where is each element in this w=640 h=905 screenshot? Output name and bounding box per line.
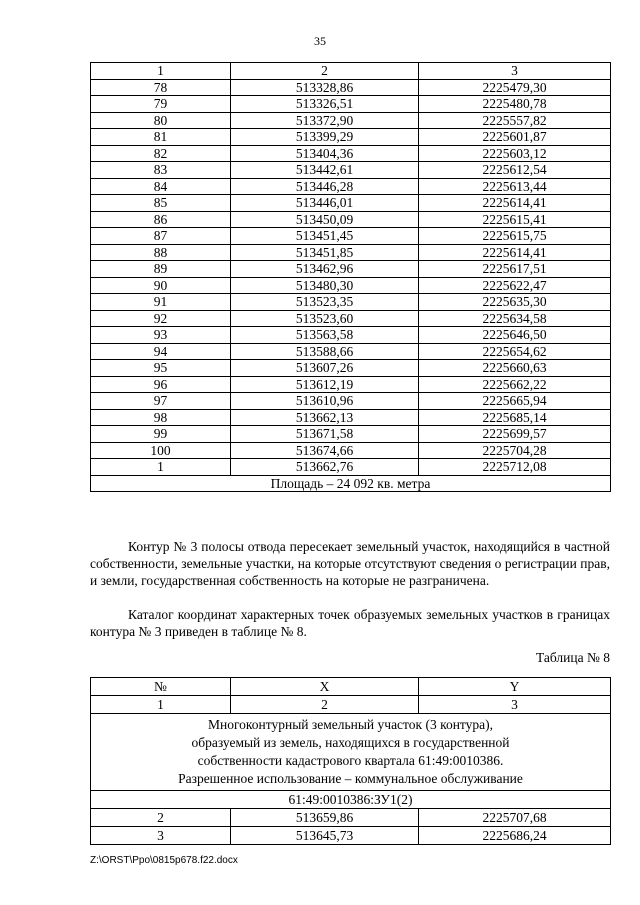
point-number: 85 <box>91 195 231 212</box>
table-row <box>91 442 611 459</box>
x-coordinate: 513607,26 <box>231 360 419 377</box>
point-number: 79 <box>91 96 231 113</box>
table-row <box>91 327 611 344</box>
x-coordinate: 513446,28 <box>231 178 419 195</box>
point-number: 97 <box>91 393 231 410</box>
area-total: Площадь – 24 092 кв. метра <box>91 475 611 492</box>
table-row <box>91 426 611 443</box>
table-row <box>91 277 611 294</box>
x-coordinate: 513662,76 <box>231 459 419 476</box>
point-number: 100 <box>91 442 231 459</box>
description-line: собственности кадастрового квартала 61:49:0010386. <box>197 753 504 768</box>
y-coordinate: 2225707,68 <box>419 809 611 827</box>
y-coordinate: 2225622,47 <box>419 277 611 294</box>
y-coordinate: 2225699,57 <box>419 426 611 443</box>
description-line: образуемый из земель, находящихся в государственной <box>191 735 510 750</box>
column-header-y: Y <box>419 678 611 696</box>
y-coordinate: 2225480,78 <box>419 96 611 113</box>
parcel-description <box>91 714 611 791</box>
table-row <box>91 79 611 96</box>
parcel-id-row <box>91 791 611 809</box>
point-number: 91 <box>91 294 231 311</box>
table-row <box>91 112 611 129</box>
column-index: 1 <box>91 696 231 714</box>
x-coordinate: 513480,30 <box>231 277 419 294</box>
y-coordinate: 2225685,14 <box>419 409 611 426</box>
description-line: Многоконтурный земельный участок (3 контура), <box>207 717 494 732</box>
column-index: 2 <box>231 696 419 714</box>
table-8-subheader-row <box>91 696 611 714</box>
table-row <box>91 310 611 327</box>
y-coordinate: 2225615,41 <box>419 211 611 228</box>
table-row <box>91 459 611 476</box>
x-coordinate: 513451,45 <box>231 228 419 245</box>
x-coordinate: 513442,61 <box>231 162 419 179</box>
y-coordinate: 2225612,54 <box>419 162 611 179</box>
point-number: 78 <box>91 79 231 96</box>
y-coordinate: 2225617,51 <box>419 261 611 278</box>
table-row <box>91 162 611 179</box>
table-row <box>91 178 611 195</box>
x-coordinate: 513523,35 <box>231 294 419 311</box>
point-number: 87 <box>91 228 231 245</box>
table-row <box>91 360 611 377</box>
point-number: 92 <box>91 310 231 327</box>
description-line: Разрешенное использование – коммунальное обслуживание <box>178 771 523 786</box>
table-row <box>91 376 611 393</box>
x-coordinate: 513404,36 <box>231 145 419 162</box>
x-coordinate: 513563,58 <box>231 327 419 344</box>
y-coordinate: 2225603,12 <box>419 145 611 162</box>
coordinate-table-header-row <box>91 63 611 80</box>
table-row <box>91 409 611 426</box>
x-coordinate: 513588,66 <box>231 343 419 360</box>
column-header: 1 <box>91 63 231 80</box>
y-coordinate: 2225615,75 <box>419 228 611 245</box>
x-coordinate: 513450,09 <box>231 211 419 228</box>
x-coordinate: 513446,01 <box>231 195 419 212</box>
x-coordinate: 513451,85 <box>231 244 419 261</box>
page-number: 35 <box>314 34 326 48</box>
table-row <box>91 129 611 146</box>
point-number: 95 <box>91 360 231 377</box>
point-number: 2 <box>91 809 231 827</box>
parcel-description-row <box>91 714 611 791</box>
y-coordinate: 2225686,24 <box>419 827 611 845</box>
table-row <box>91 343 611 360</box>
y-coordinate: 2225601,87 <box>419 129 611 146</box>
x-coordinate: 513671,58 <box>231 426 419 443</box>
x-coordinate: 513612,19 <box>231 376 419 393</box>
area-row <box>91 475 611 492</box>
table-row <box>91 261 611 278</box>
y-coordinate: 2225614,41 <box>419 195 611 212</box>
y-coordinate: 2225479,30 <box>419 79 611 96</box>
point-number: 81 <box>91 129 231 146</box>
table-8 <box>90 677 611 845</box>
column-index: 3 <box>419 696 611 714</box>
y-coordinate: 2225662,22 <box>419 376 611 393</box>
point-number: 86 <box>91 211 231 228</box>
column-header-x: X <box>231 678 419 696</box>
y-coordinate: 2225712,08 <box>419 459 611 476</box>
y-coordinate: 2225704,28 <box>419 442 611 459</box>
point-number: 94 <box>91 343 231 360</box>
x-coordinate: 513662,13 <box>231 409 419 426</box>
table-row <box>91 809 611 827</box>
table-caption: Таблица № 8 <box>536 650 610 665</box>
coordinate-table <box>90 62 611 492</box>
table-row <box>91 294 611 311</box>
table-row <box>91 393 611 410</box>
table-row <box>91 228 611 245</box>
table-row <box>91 195 611 212</box>
x-coordinate: 513326,51 <box>231 96 419 113</box>
y-coordinate: 2225634,58 <box>419 310 611 327</box>
point-number: 89 <box>91 261 231 278</box>
parcel-id: 61:49:0010386:ЗУ1(2) <box>91 791 611 809</box>
paragraph-contour-description: Контур № 3 полосы отвода пересекает земельный участок, находящийся в частной собственности, земельные участки, на которые отсутствуют сведения о регистрации прав, и земли, государственная собственность на которые не разграничена. <box>90 539 610 588</box>
point-number: 90 <box>91 277 231 294</box>
x-coordinate: 513328,86 <box>231 79 419 96</box>
x-coordinate: 513645,73 <box>231 827 419 845</box>
y-coordinate: 2225614,41 <box>419 244 611 261</box>
x-coordinate: 513399,29 <box>231 129 419 146</box>
paragraph-catalog-reference: Каталог координат характерных точек образуемых земельных участков в границах контура № 3 приведен в таблице № 8. <box>90 607 610 639</box>
x-coordinate: 513372,90 <box>231 112 419 129</box>
x-coordinate: 513462,96 <box>231 261 419 278</box>
table-row <box>91 96 611 113</box>
table-row <box>91 211 611 228</box>
point-number: 96 <box>91 376 231 393</box>
column-header: 3 <box>419 63 611 80</box>
coordinate-table-body <box>91 79 611 475</box>
table-row <box>91 244 611 261</box>
point-number: 93 <box>91 327 231 344</box>
point-number: 99 <box>91 426 231 443</box>
point-number: 84 <box>91 178 231 195</box>
y-coordinate: 2225654,62 <box>419 343 611 360</box>
x-coordinate: 513610,96 <box>231 393 419 410</box>
y-coordinate: 2225646,50 <box>419 327 611 344</box>
point-number: 98 <box>91 409 231 426</box>
y-coordinate: 2225665,94 <box>419 393 611 410</box>
x-coordinate: 513659,86 <box>231 809 419 827</box>
column-header: 2 <box>231 63 419 80</box>
y-coordinate: 2225557,82 <box>419 112 611 129</box>
point-number: 82 <box>91 145 231 162</box>
table-8-header-row <box>91 678 611 696</box>
x-coordinate: 513674,66 <box>231 442 419 459</box>
y-coordinate: 2225613,44 <box>419 178 611 195</box>
point-number: 3 <box>91 827 231 845</box>
point-number: 80 <box>91 112 231 129</box>
y-coordinate: 2225635,30 <box>419 294 611 311</box>
footer-file-path: Z:\ORST\Ppo\0815p678.f22.docx <box>90 855 238 866</box>
point-number: 1 <box>91 459 231 476</box>
y-coordinate: 2225660,63 <box>419 360 611 377</box>
table-row <box>91 145 611 162</box>
table-row <box>91 827 611 845</box>
point-number: 83 <box>91 162 231 179</box>
point-number: 88 <box>91 244 231 261</box>
column-header-number: № <box>91 678 231 696</box>
x-coordinate: 513523,60 <box>231 310 419 327</box>
